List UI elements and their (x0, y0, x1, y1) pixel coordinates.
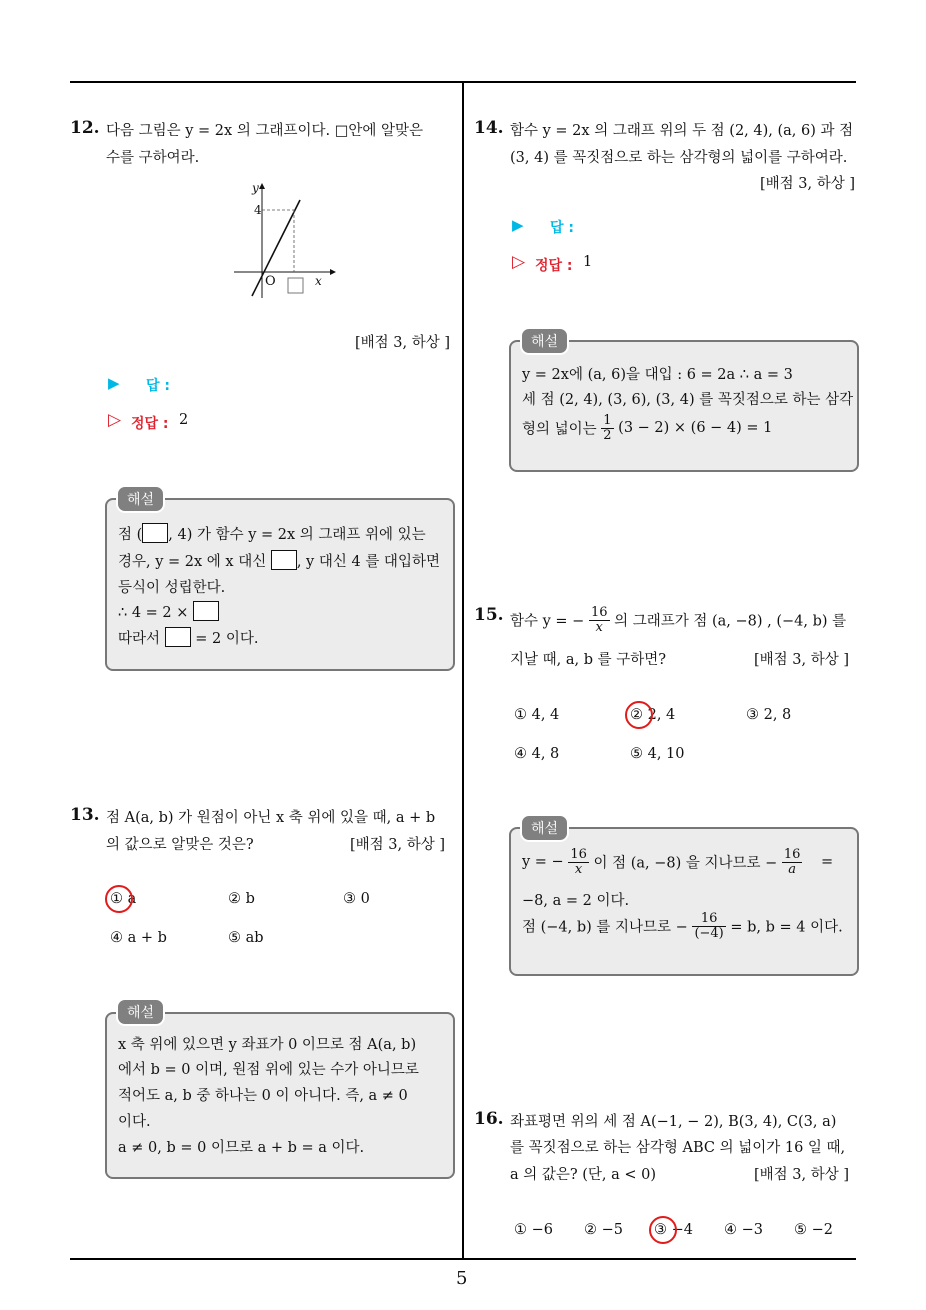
q13-choice-1[interactable]: ① a (110, 891, 137, 907)
q12-exp-line3: 등식이 성립한다. (118, 580, 226, 596)
q13-exp-line5: a ≠ 0, b = 0 이므로 a + b = a 이다. (118, 1140, 365, 1156)
q12-correct-label: 정답 : (131, 416, 169, 432)
q13-choice-5[interactable]: ⑤ ab (228, 930, 264, 946)
q12-exp-line1: 점 ( , 4) 가 함수 y = 2x 의 그래프 위에 있는 (118, 523, 426, 544)
q15-choice-3[interactable]: ③ 2, 8 (746, 707, 792, 723)
q12-graph-origin: O (265, 274, 276, 289)
q16-choice-5[interactable]: ⑤ −2 (794, 1222, 833, 1238)
q13-exp-line1: x 축 위에 있으면 y 좌표가 0 이므로 점 A(a, b) (118, 1037, 417, 1053)
q13-text-line1: 점 A(a, b) 가 원점이 아닌 x 축 위에 있을 때, a + b (106, 810, 436, 826)
blank-box (271, 550, 297, 570)
q14-text-line1: 함수 y = 2x 의 그래프 위의 두 점 (2, 4), (a, 6) 과 점 (510, 123, 854, 139)
q14-correct-value: 1 (583, 254, 593, 270)
q15-choice-1[interactable]: ① 4, 4 (514, 707, 560, 723)
q14-explanation-tag: 해설 (520, 327, 569, 355)
q13-selected-circle (105, 885, 133, 913)
q15-text-line2: 지날 때, a, b 를 구하면? (510, 652, 667, 668)
q13-choice-3[interactable]: ③ 0 (343, 891, 370, 907)
q13-text-line2: 의 값으로 알맞은 것은? (106, 837, 254, 853)
q15-text-line1: 함수 y = − $\frac{16}{x}$ 의 그래프가 점 (a, −8) , (−4, b) 를 (510, 605, 847, 635)
q13-explanation-tag: 해설 (116, 998, 165, 1026)
q12-text-line2: 수를 구하여라. (106, 150, 200, 166)
q13-exp-line3: 적어도 a, b 중 하나는 0 이 아니다. 즉, a ≠ 0 (118, 1088, 408, 1104)
q15-choice-4[interactable]: ④ 4, 8 (514, 746, 560, 762)
q13-number: 13. (70, 805, 100, 825)
q15-exp-line3: 점 (−4, b) 를 지나므로 − $\frac{16}{(-4)}$ = b, b = 4 이다. (522, 911, 843, 941)
q14-answer-arrow-icon: ▶ (512, 216, 524, 234)
q16-choice-1[interactable]: ① −6 (514, 1222, 553, 1238)
q14-correct-label: 정답 : (535, 258, 573, 274)
q15-selected-circle (625, 701, 653, 729)
q15-score: [배점 3, 하상 ] (754, 652, 850, 668)
q14-text-line2: (3, 4) 를 꼭짓점으로 하는 삼각형의 넓이를 구하여라. (510, 150, 848, 166)
q13-exp-line4: 이다. (118, 1114, 151, 1130)
q12-explanation-tag: 해설 (116, 485, 165, 513)
q14-number: 14. (474, 118, 504, 138)
q16-text-line1: 좌표평면 위의 세 점 A(−1, − 2), B(3, 4), C(3, a) (510, 1114, 837, 1130)
q15-explanation-tag: 해설 (520, 814, 569, 842)
blank-box (142, 523, 168, 543)
blank-box (165, 627, 191, 647)
q12-correct-value: 2 (179, 412, 189, 428)
q12-answer-arrow-icon: ▶ (108, 374, 120, 392)
q15-choice-5[interactable]: ⑤ 4, 10 (630, 746, 685, 762)
q12-exp-line4: ∴ 4 = 2 × (118, 601, 219, 621)
q12-number: 12. (70, 118, 100, 138)
q15-exp-line2: −8, a = 2 이다. (522, 893, 630, 909)
q12-answer-label: 답 : (146, 378, 170, 394)
q16-score: [배점 3, 하상 ] (754, 1167, 850, 1183)
q15-number: 15. (474, 605, 504, 625)
bottom-rule (70, 1258, 856, 1260)
column-divider (462, 81, 464, 1259)
q13-exp-line2: 에서 b = 0 이며, 원점 위에 있는 수가 아니므로 (118, 1062, 419, 1078)
q14-exp-line1: y = 2x에 (a, 6)을 대입 : 6 = 2a ∴ a = 3 (522, 367, 793, 383)
q14-answer-label: 답 : (550, 220, 574, 236)
q14-score: [배점 3, 하상 ] (760, 176, 856, 192)
q16-choice-3[interactable]: ③ −4 (654, 1222, 693, 1238)
blank-box (193, 601, 219, 621)
q12-correct-arrow-icon: ▷ (108, 410, 122, 430)
q16-choice-4[interactable]: ④ −3 (724, 1222, 763, 1238)
q13-choice-4[interactable]: ④ a + b (110, 930, 167, 946)
q12-exp-line2: 경우, y = 2x 에 x 대신 , y 대신 4 를 대입하면 (118, 550, 440, 571)
q16-text-line2: 를 꼭짓점으로 하는 삼각형 ABC 의 넓이가 16 일 때, (510, 1140, 846, 1156)
q12-graph-tick-4: 4 (254, 203, 262, 217)
q14-correct-arrow-icon: ▷ (512, 252, 526, 272)
q15-exp-line1: y = − $\frac{16}{x}$ 이 점 (a, −8) 을 지나므로 − $\frac{16}{a}$ = (522, 847, 834, 877)
q12-text-line1: 다음 그림은 y = 2x 의 그래프이다. □안에 알맞은 (106, 123, 424, 139)
q14-exp-line2: 세 점 (2, 4), (3, 6), (3, 4) 를 꼭짓점으로 하는 삼각 (522, 392, 854, 408)
q15-choice-2[interactable]: ② 2, 4 (630, 707, 676, 723)
q12-graph-x-label: x (315, 274, 322, 288)
q16-number: 16. (474, 1109, 504, 1129)
q13-score: [배점 3, 하상 ] (350, 837, 446, 853)
page-number: 5 (456, 1268, 468, 1289)
q16-choice-2[interactable]: ② −5 (584, 1222, 623, 1238)
q13-choice-2[interactable]: ② b (228, 891, 255, 907)
q12-exp-line5: 따라서 = 2 이다. (118, 627, 258, 648)
q14-exp-line3: 형의 넓이는 $\frac{1}{2}$ (3 − 2) × (6 − 4) = 1 (522, 413, 773, 443)
q16-text-line3: a 의 값은? (단, a < 0) (510, 1167, 657, 1183)
q12-score: [배점 3, 하상 ] (355, 335, 451, 351)
q16-selected-circle (649, 1216, 677, 1244)
q12-graph-y-label: y (252, 181, 259, 195)
